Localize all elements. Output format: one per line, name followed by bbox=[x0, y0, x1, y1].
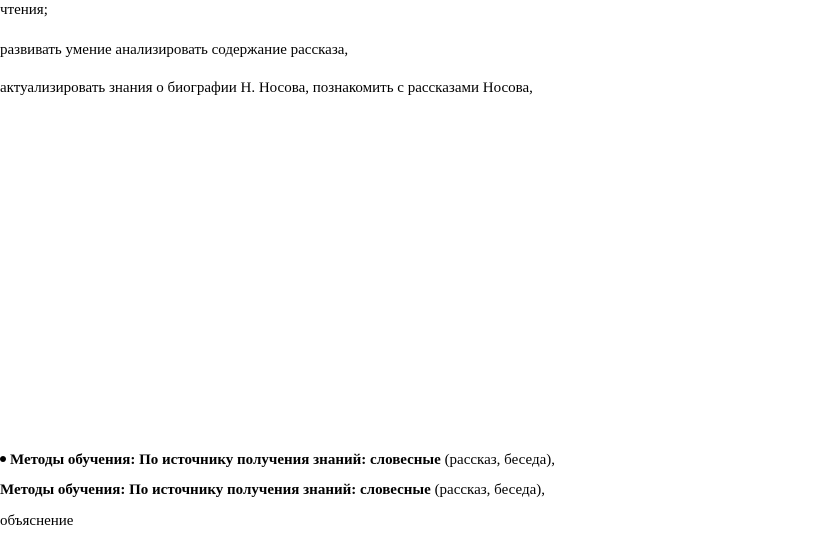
text-line-explanation: объяснение bbox=[0, 513, 74, 529]
methods-normal-text: (рассказ, беседа), bbox=[430, 482, 545, 498]
methods-bold-text: Методы обучения: По источнику получения знаний: словесные bbox=[0, 482, 431, 498]
text-line-develop-analysis: развивать умение анализировать содержание рассказа, bbox=[0, 42, 349, 58]
bulleted-methods-line bbox=[0, 451, 555, 469]
methods-bold-text: Методы обучения: По источнику получения знаний: словесные bbox=[10, 452, 441, 468]
bullet-icon bbox=[0, 456, 6, 462]
methods-line bbox=[0, 481, 545, 499]
text-line-biography: актуализировать знания о биографии Н. Носова, познакомить с рассказами Носова, bbox=[0, 80, 533, 96]
methods-normal-text: (рассказ, беседа), bbox=[440, 452, 555, 468]
text-line-reading: чтения; bbox=[0, 2, 48, 18]
